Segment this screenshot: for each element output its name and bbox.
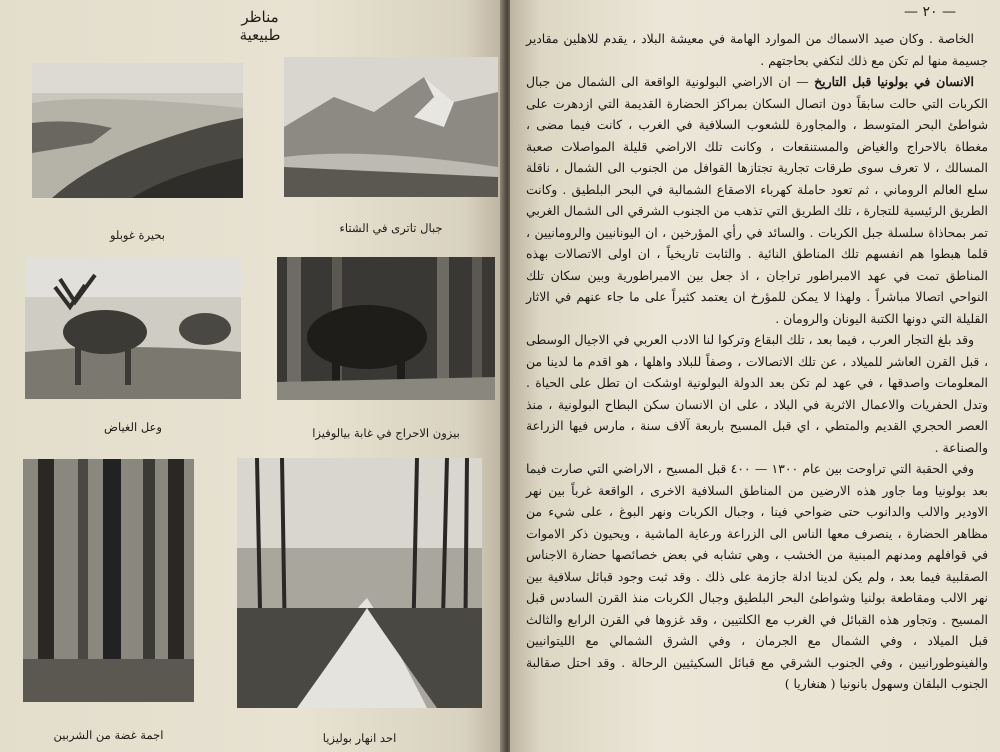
elk-photo bbox=[25, 257, 241, 399]
bison-photo bbox=[277, 257, 495, 400]
figure-caption: اجمة غضة من الشربين bbox=[53, 728, 164, 742]
paragraph bbox=[526, 71, 988, 329]
right-page bbox=[510, 0, 1000, 752]
paragraph-text: الخاصة . وكان صيد الاسماك من الموارد الهامة في معيشة البلاد ، يقدم للاهلين مقادير جسيمة منها لم تكن مع ذلك لتكفي بحاجتهم . bbox=[526, 31, 988, 68]
paragraph-text: وقد بلغ التجار العرب ، فيما بعد ، تلك البقاع وتركوا لنا الادب العربي في الاجيال الوسطى ، قبل القرن العاشر للميلاد ، عن تلك الاتصالات ، وصفاً للبلاد واهلها ، هو اقدم ما لدينا من المعلومات واصدقها ، في عهد لم تكن بعد الدولة البولونية اوشكت ان تطل على الحياة . وتدل الحفريات والاعمال الاثرية في البلاد ، على ان الانسان سكن البطاح البولونية ، منذ العصر الحجري القديم والمتطي ، اي قبل المسيح باربعة آلاف سنة ، مارس فيها الزراعة والصناعة . bbox=[526, 332, 988, 455]
lake-photo bbox=[32, 63, 243, 198]
forest-photo bbox=[23, 459, 194, 702]
paragraph-text: — ان الاراضي البولونية الواقعة الى الشمال من جبال الكربات التي حالت سابقاً دون اتصال السكان بمراكز الحضارة القديمة التي ازدهرت على شواطئ البحر المتوسط ، والمجاورة للشعوب السلافية في الغرب ، كانت فيما مضى ، مغطاة بالاحراج والغياض والمستنقعات ، وكانت تلك الاراضي قليلة المواصلات صعبة المسالك ، لا تعرف سوى طرقات تجارية تجتازها القوافل من الجنوب الى الشمال ، ناقلة سلع العالم الروماني ، ثم تعود حاملة كهرباء الاصقاع الشمالية في البحر البلطيق . وكانت الطريق الرئيسية للتجارة ، تلك الطريق التي تذهب من الجنوب الشرقي الى الشمال الغربي تمر بمحاذاة سلسلة جبل الكربات . والسائد في رأي المؤرخين ، ان اليونانيين والرومانيين ، قلما هبطوا هم انفسهم تلك المناطق النائية . والثابت تاريخياً ، ان اولى الاتصالات بهذه المناطق تمت في عهد الامبراطور تراجان ، اذ جعل بين الامبراطورية وبين سكان تلك النواحي اتصالا مباشراً . ولهذا لا يمكن للمؤرخ ان يعتمد كثيراً على ما جاء عنهم في الاثار القليلة التي دونها الكتبة اليونان والرومان . bbox=[526, 74, 988, 326]
figure-caption: جبال تاترى في الشتاء bbox=[339, 221, 443, 235]
paragraph bbox=[526, 329, 988, 458]
mountains-photo bbox=[284, 57, 498, 197]
body-text bbox=[526, 28, 988, 695]
section-heading: الانسان في بولونيا قبل التاريخ bbox=[814, 74, 974, 89]
figure-caption: احد انهار بوليزيا bbox=[322, 731, 397, 745]
figure-caption: بيزون الاحراج في غابة بيالوفيزا bbox=[312, 426, 460, 440]
page-number: — ٢٠ — bbox=[904, 4, 956, 20]
paragraph bbox=[526, 458, 988, 695]
figure-caption: بحيرة غوبلو bbox=[109, 228, 166, 242]
paragraph bbox=[526, 28, 988, 71]
paragraph-text: وفي الحقبة التي تراوحت بين عام ١٣٠٠ — ٤٠٠ قبل المسيح ، الاراضي التي صارت فيما بعد بولونيا وما جاور هذه الارضين من المناطق السلافية الاخرى ، الواقعة غرباً بين نهر الاودير والالب والدانوب حتى ضواحي فينا ، وجبال الكربات ونهر البوغ ، على شيء من مظاهر الحضارة ، ينصرف معها الناس الى الزراعة ورعاية الماشية ، ويحيون ذكر الاموات في قوافلهم ومدنهم المبنية من الخشب ، وهي تشابه في بعض خصائصها حضارة الاجناس الصقلبية فيما بعد ، ولم يكن لدينا ادلة جازمة على ذلك . وقد ثبت وجود قبائل سلافية بين نهر الالب ومقاطعة بولنيا وشواطئ البحر البلطيق وجبال الكربات منذ القرن السادس قبل المسيح . وتجاور هذه القبائل في الغرب مع الكلتيين ، وقد غزوها في القرن الرابع والثالث قبل الميلاد ، وفي الشمال مع الجرمان ، وفي الشرق الشمالي مع الليتوانيين والفينوطورانيين ، وفي الجنوب الشرقي مع قبائل السكيثيين الرحالة . وقد احتل صقالبة الجنوب البلقان وسهول بانونيا ( هنغاريا ) bbox=[526, 461, 988, 691]
river-photo bbox=[237, 458, 482, 708]
figure-caption: وعل الغياض bbox=[104, 420, 162, 434]
running-head: مناظر طبيعية bbox=[239, 8, 281, 44]
